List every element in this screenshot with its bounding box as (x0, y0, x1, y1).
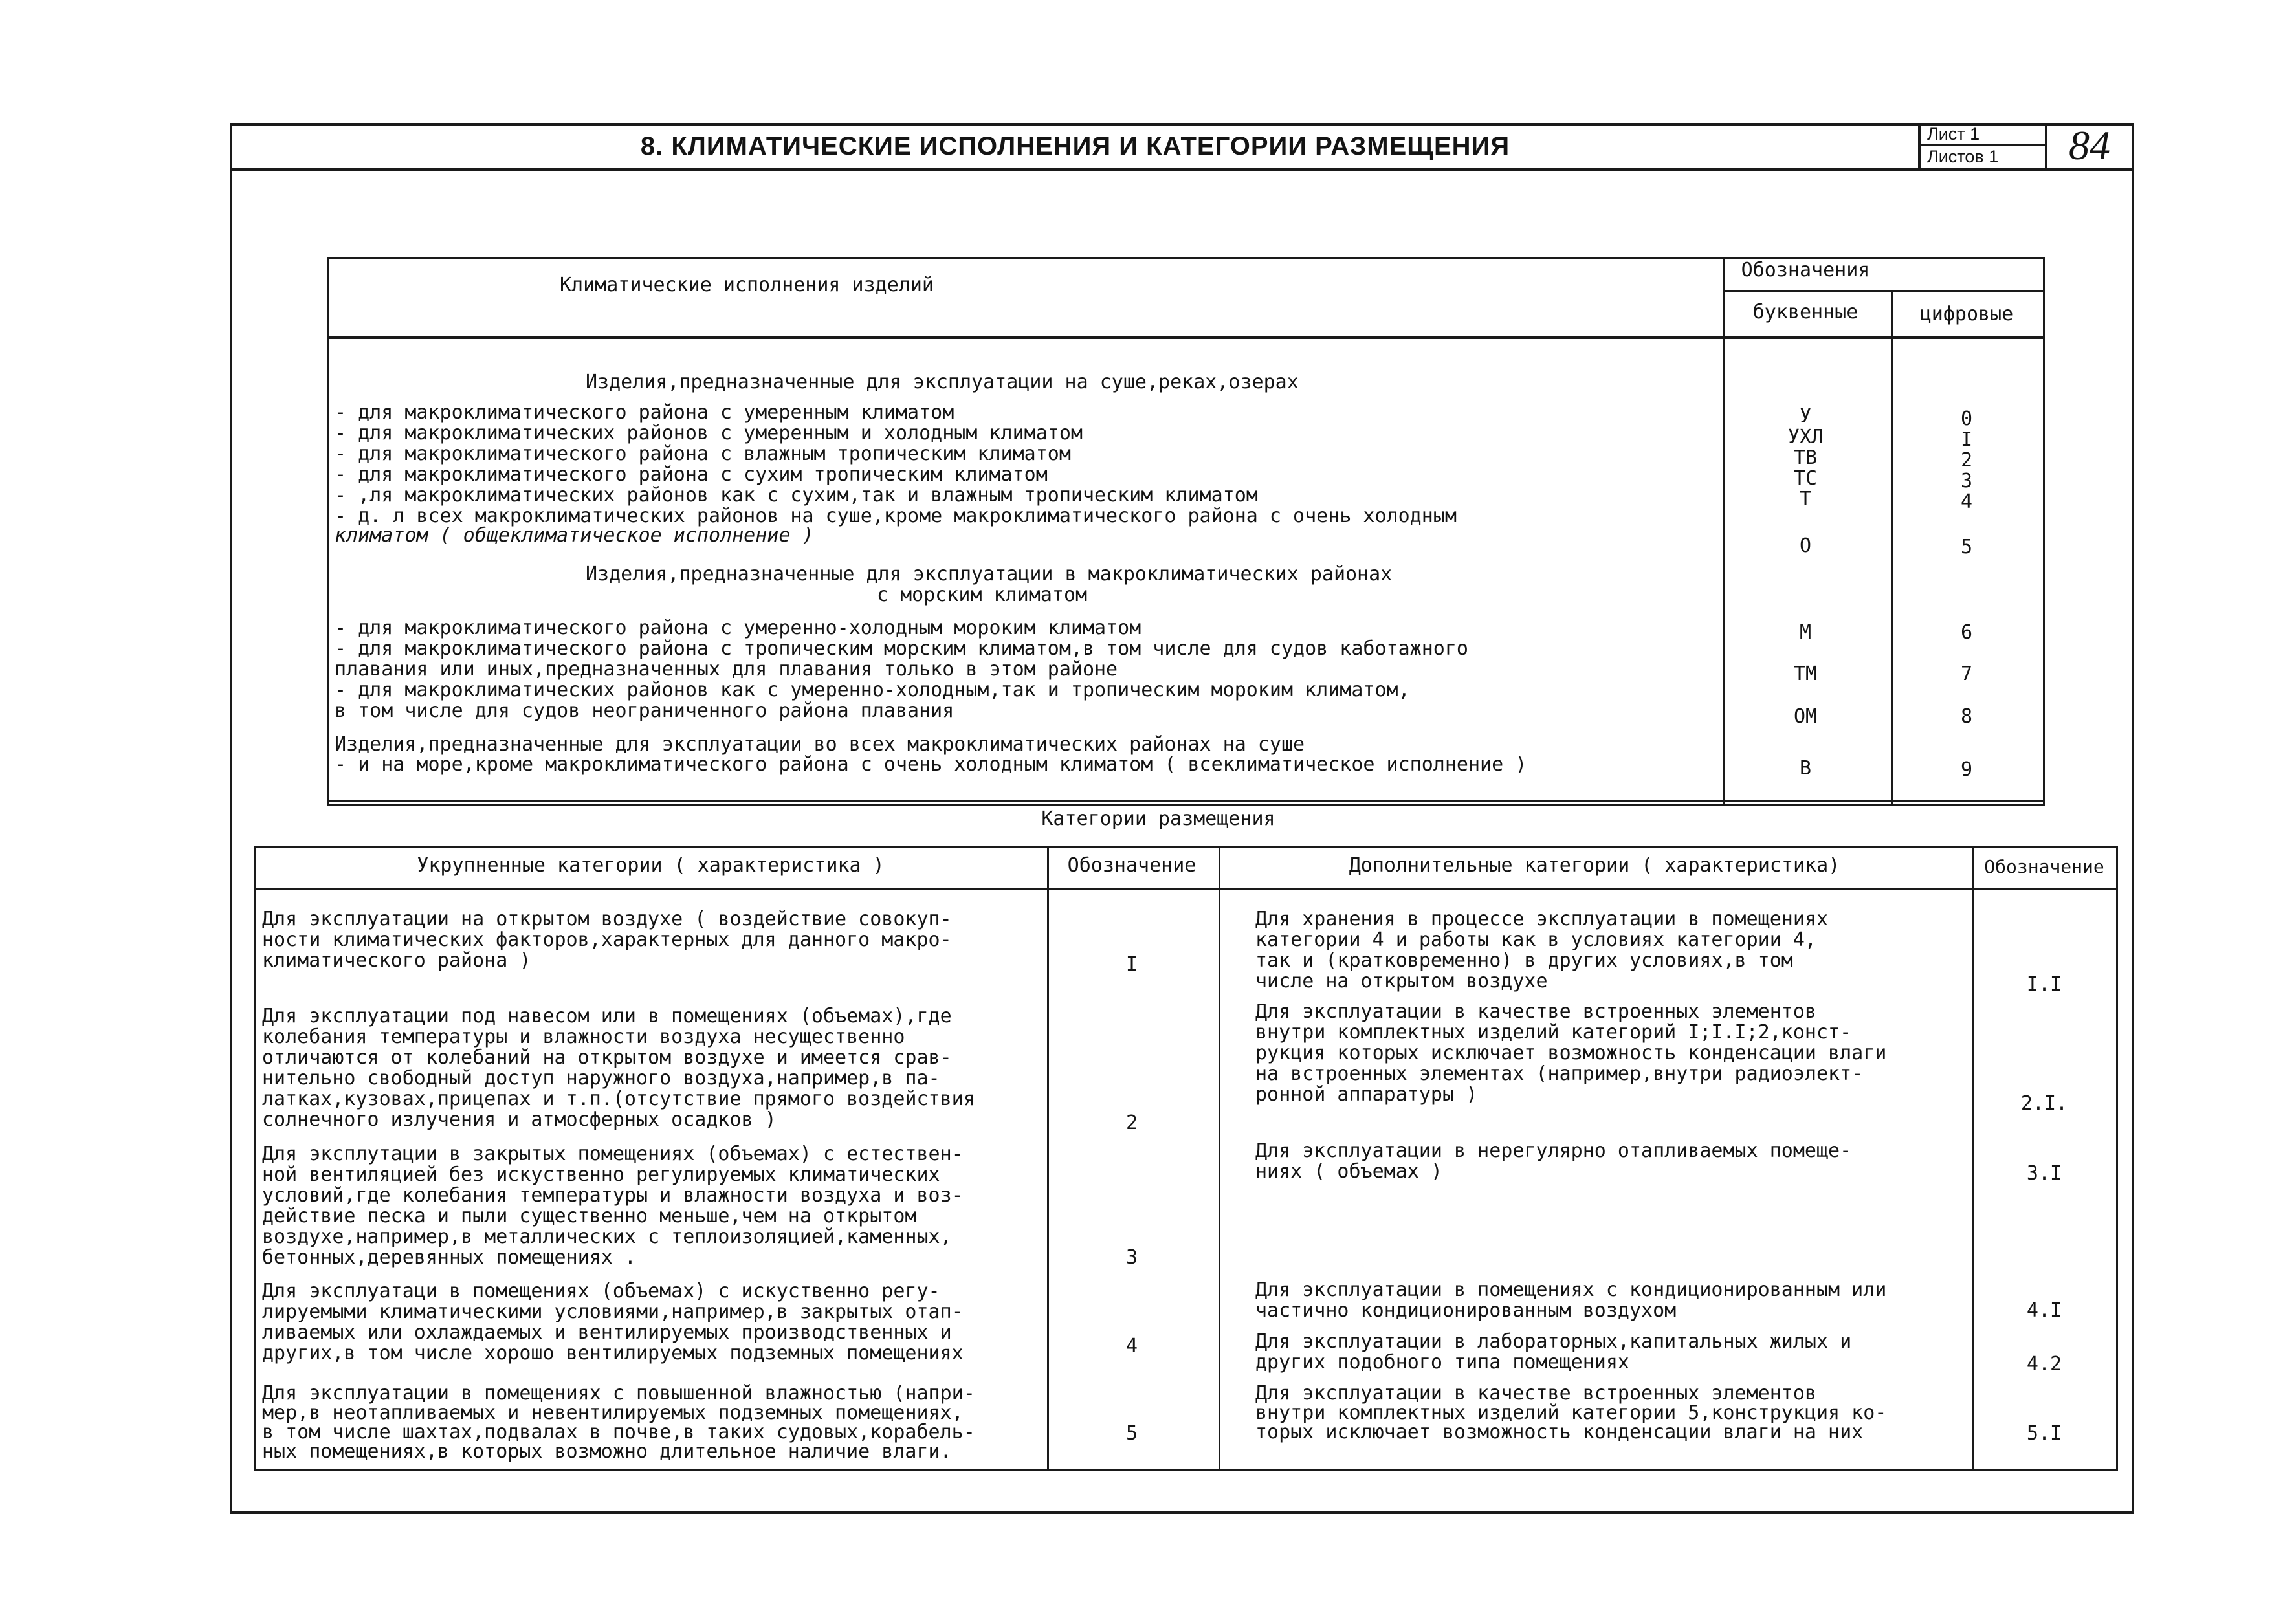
category-line: Для эксплуатаци в помещениях (объемах) с искуственно регу- (262, 1280, 940, 1302)
list-item: климатом ( общеклиматическое исполнение ) (335, 524, 814, 547)
category-code: 5 (1125, 1422, 1138, 1445)
page-title: 8. КЛИМАТИЧЕСКИЕ ИСПОЛНЕНИЯ И КАТЕГОРИИ РАЗМЕЩЕНИЯ (640, 132, 1510, 160)
category-line: так и (кратковременно) в других условиях,в том (1255, 949, 1793, 972)
letter-code: Т (1799, 488, 1812, 510)
category-line: торых исключает возможность конденсации влаги на них (1255, 1421, 1864, 1443)
category-line: Для эксплуатации в лабораторных,капитальных жилых и (1255, 1330, 1852, 1353)
digit-code: 9 (1960, 758, 1973, 781)
category-line: Для эксплуатации в помещениях с повышенной влажностью (напри- (262, 1382, 975, 1405)
placement-heading: Категории размещения (1041, 807, 1275, 830)
title-block (232, 122, 2132, 171)
list-item: - для макроклиматических районов с умеренным и холодным климатом (335, 422, 1083, 444)
category-line: числе на открытом воздухе (1255, 970, 1548, 993)
digit-code: I (1960, 428, 1973, 451)
category-line: ронной аппаратуры ) (1255, 1083, 1478, 1106)
list-item: Изделия,предназначенные для эксплуатации во всех макроклиматических районах на суше (335, 733, 1305, 756)
category-line: рукция которых исключает возможность конденсации влаги (1255, 1042, 1887, 1064)
list-item: - для макроклиматического района с умеренным климатом (335, 401, 954, 424)
digit-code: 0 (1960, 408, 1973, 430)
category-line: частично кондиционированным воздухом (1255, 1299, 1677, 1322)
section-title-continued: с морским климатом (877, 584, 1088, 606)
digit-designations-heading: цифровые (1919, 303, 2014, 325)
list-item: - для макроклиматического района с влажным тропическим климатом (335, 443, 1071, 465)
table-divider (329, 336, 2043, 339)
main-code-header: Обозначение (1067, 854, 1197, 877)
letter-code: ТВ (1793, 446, 1818, 469)
category-line: Для эксплуатации на открытом воздухе ( воздействие совокуп- (262, 908, 952, 930)
list-item: - ,ля макроклиматических районов как с сухим,так и влажным тропическим климатом (335, 484, 1258, 507)
sheet-label: Лист 1 (1921, 123, 2045, 146)
digit-code: 3 (1960, 470, 1973, 492)
sheets-label: Листов 1 (1927, 147, 1999, 166)
category-line: внутри комплектных изделий категорий I;I.I;2,конст- (1255, 1021, 1852, 1044)
digit-code: 7 (1960, 663, 1973, 685)
table-divider (1219, 848, 1220, 1469)
category-line: Для эксплуатации в качестве встроенных элементов (1255, 1382, 1816, 1405)
extra-code-header: Обозначение (1984, 856, 2104, 877)
category-line: действие песка и пыли существенно меньше,чем на открытом (262, 1205, 917, 1227)
letter-code: У (1799, 405, 1812, 428)
category-line: ниях ( объемах ) (1255, 1160, 1442, 1183)
table-divider (256, 888, 2116, 890)
category-line: условий,где колебания температуры и влажности воздуха и воз- (262, 1184, 964, 1207)
category-code: 2.I. (2020, 1092, 2068, 1115)
category-line: Для эксплуатации в качестве встроенных элементов (1255, 1000, 1816, 1023)
category-line: Для эксплуатации в помещениях с кондиционированным или (1255, 1278, 1887, 1301)
category-line: ности климатических факторов,характерных для данного макро- (262, 928, 952, 951)
category-line: воздухе,например,в металлических с теплоизоляцией,каменных, (262, 1225, 952, 1248)
category-line: лируемыми климатическими условиями,например,в закрытых отап- (262, 1300, 964, 1323)
list-item: - для макроклиматического района с сухим тропическим климатом (335, 463, 1048, 486)
category-code: I (1125, 953, 1138, 976)
category-line: отличаются от колебаний на открытом воздухе и имеется срав- (262, 1046, 952, 1069)
category-code: 4 (1125, 1335, 1138, 1357)
category-line: солнечного излучения и атмосферных осадков ) (262, 1108, 777, 1131)
category-line: колебания температуры и влажности воздуха несущественно (262, 1026, 905, 1048)
letter-code: В (1799, 757, 1812, 780)
letter-code: УХЛ (1787, 426, 1824, 448)
category-line: на встроенных элементах (например,внутри радиоэлект- (1255, 1062, 1864, 1085)
category-line: Для эксплуатации в нерегулярно отапливаемых помеще- (1255, 1139, 1852, 1162)
category-line: климатического района ) (262, 949, 531, 972)
category-code: 4.2 (2026, 1353, 2062, 1376)
digit-code: 8 (1960, 705, 1973, 728)
list-item: - и на море,кроме макроклиматического района с очень холодным климатом ( всеклиматическое исполнение ) (335, 753, 1527, 776)
category-line: бетонных,деревянных помещениях . (262, 1246, 636, 1269)
digit-code: 2 (1960, 449, 1973, 472)
page-number: 84 (2069, 122, 2110, 168)
category-line: латках,кузовах,прицепах и т.п.(отсутствие прямого воздействия (262, 1088, 975, 1110)
table-divider (1972, 848, 1974, 1469)
category-code: 4.I (2026, 1299, 2062, 1322)
category-line: ных помещениях,в которых возможно длительное наличие влаги. (262, 1440, 952, 1463)
letter-code: ТМ (1793, 663, 1818, 685)
list-item: плавания или иных,предназначенных для плавания только в этом районе (335, 658, 1118, 681)
table-divider (329, 800, 2043, 802)
letter-designations-heading: буквенные (1752, 301, 1858, 324)
list-item: - для макроклиматического района с тропическим морским климатом,в том числе для судов каботажного (335, 637, 1468, 660)
table-divider (1047, 848, 1049, 1469)
category-line: нительно свободный доступ наружного воздуха,например,в па- (262, 1067, 940, 1090)
digit-code: 5 (1960, 536, 1973, 558)
sheet-info-box (1918, 123, 2047, 171)
list-item: - для макроклиматического района с умеренно-холодным мороким климатом (335, 617, 1142, 639)
letter-code: М (1799, 621, 1812, 644)
climatic-heading: Климатические исполнения изделий (560, 274, 934, 296)
digit-code: 6 (1960, 621, 1973, 644)
extra-categories-header: Дополнительные категории ( характеристика) (1349, 854, 1840, 877)
category-code: 2 (1125, 1112, 1138, 1134)
category-line: категории 4 и работы как в условиях категории 4, (1255, 928, 1816, 951)
category-line: в том числе шахтах,подвалах в почве,в таких судовых,корабель- (262, 1421, 975, 1443)
category-code: 3.I (2026, 1162, 2062, 1185)
designations-heading: Обозначения (1741, 259, 1870, 281)
letter-code: О (1799, 534, 1812, 557)
category-line: Для эксплутации в закрытых помещениях (объемах) с естествен- (262, 1143, 964, 1165)
list-item: - для макроклиматических районов как с умеренно-холодным,так и тропическим мороким климатом, (335, 679, 1410, 701)
category-line: Для хранения в процессе эксплуатации в помещениях (1255, 908, 1829, 930)
category-code: 5.I (2026, 1422, 2062, 1445)
letter-code: ОМ (1793, 705, 1818, 728)
category-code: 3 (1125, 1246, 1138, 1269)
digit-code: 4 (1960, 490, 1973, 513)
category-code: I.I (2026, 973, 2062, 996)
category-line: мер,в неотапливаемых и невентилируемых подземных помещениях, (262, 1401, 964, 1424)
main-categories-header: Укрупненные категории ( характеристика ) (417, 854, 885, 877)
section-title: Изделия,предназначенные для эксплуатации в макроклиматических районах (586, 563, 1393, 586)
list-item: в том числе для судов неограниченного района плавания (335, 699, 954, 722)
category-line: других подобного типа помещениях (1255, 1351, 1629, 1374)
category-line: ливаемых или охлаждаемых и вентилируемых производственных и (262, 1321, 952, 1344)
category-line: ной вентиляцией без искуственно регулируемых климатических (262, 1163, 940, 1186)
table-divider (1723, 290, 2043, 292)
category-line: внутри комплектных изделий категории 5,конструкция ко- (1255, 1401, 1887, 1424)
list-item: - д. л всех макроклиматических районов на суше,кроме макроклиматического района с очень холодным (335, 505, 1457, 527)
letter-code: ТС (1793, 467, 1818, 490)
category-line: Для эксплуатации под навесом или в помещениях (объемах),где (262, 1005, 952, 1027)
section-title: Изделия,предназначенные для эксплуатации на суше,реках,озерах (586, 371, 1299, 393)
category-line: других,в том числе хорошо вентилируемых подземных помещениях (262, 1342, 964, 1365)
